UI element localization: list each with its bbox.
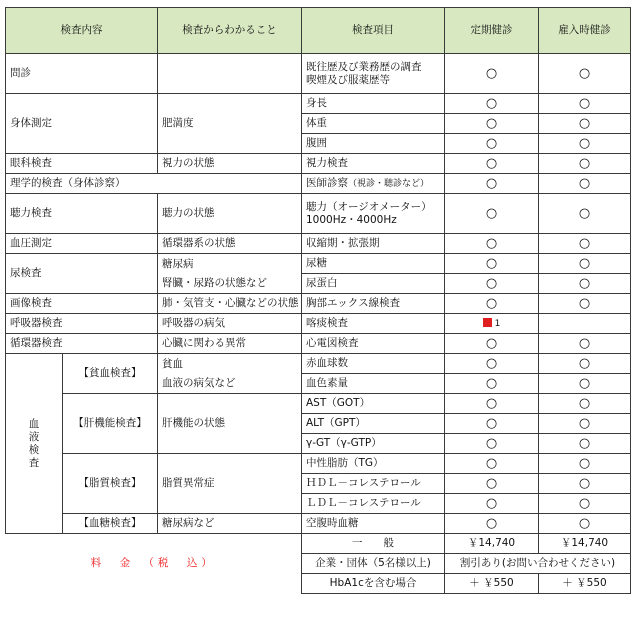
- exam-finding: 脂質異常症: [158, 454, 302, 514]
- mark-teiki: ○: [445, 394, 539, 414]
- exam-finding: 肝機能の状態: [158, 394, 302, 454]
- exam-item: [302, 194, 445, 234]
- exam-item: 中性脂肪（TG）: [302, 454, 445, 474]
- blood-subtest-name: 【血糖検査】: [63, 514, 158, 534]
- table-row: [6, 294, 631, 314]
- mark-teiki: ○: [445, 154, 539, 174]
- mark-teiki: ○: [445, 194, 539, 234]
- table-row: [6, 454, 631, 474]
- mark-yatoi: ○: [539, 54, 631, 94]
- mark-yatoi: ○: [539, 94, 631, 114]
- table-row: [6, 234, 631, 254]
- exam-item: ALT（GPT）: [302, 414, 445, 434]
- exam-finding: [158, 354, 302, 394]
- empty-cell: [539, 314, 631, 334]
- header-exam-items: 検査項目: [302, 8, 445, 54]
- price-hba1c-yatoi: ＋ ￥550: [539, 574, 631, 594]
- table-row: [6, 94, 631, 114]
- exam-name: 尿検査: [6, 254, 158, 294]
- exam-finding: 心臓に関わる異常: [158, 334, 302, 354]
- exam-name: 循環器検査: [6, 334, 158, 354]
- exam-item: 尿蛋白: [302, 274, 445, 294]
- exam-finding: [158, 54, 302, 94]
- mark-teiki: ○: [445, 494, 539, 514]
- mark-teiki: ○: [445, 454, 539, 474]
- mark-teiki: ○: [445, 174, 539, 194]
- exam-item-line: 聴力（オージオメーター）: [306, 200, 432, 213]
- exam-finding-line: 貧血: [162, 357, 183, 370]
- exam-finding: 糖尿病など: [158, 514, 302, 534]
- table-row: [6, 394, 631, 414]
- mark-yatoi: ○: [539, 174, 631, 194]
- table-row: [6, 314, 631, 334]
- exam-name: 呼吸器検査: [6, 314, 158, 334]
- exam-item: 血色素量: [302, 374, 445, 394]
- table-row: [6, 194, 631, 234]
- exam-name: 聴力検査: [6, 194, 158, 234]
- exam-finding: 循環器系の状態: [158, 234, 302, 254]
- mark-yatoi: ○: [539, 454, 631, 474]
- blood-label-char: 査: [28, 456, 40, 469]
- mark-yatoi: ○: [539, 474, 631, 494]
- exam-item-line: 既往歴及び業務歴の調査: [306, 60, 422, 73]
- exam-finding-line: 腎臓・尿路の状態など: [162, 276, 267, 289]
- price-general-label: 一 般: [302, 534, 445, 554]
- exam-item: 尿糖: [302, 254, 445, 274]
- exam-finding: 肺・気管支・心臓などの状態: [158, 294, 302, 314]
- exam-item: 腹囲: [302, 134, 445, 154]
- exam-item: ＨＤＬ－コレステロール: [302, 474, 445, 494]
- mark-yatoi: ○: [539, 354, 631, 374]
- mark-teiki: ○: [445, 474, 539, 494]
- price-hba1c-teiki: ＋ ￥550: [445, 574, 539, 594]
- table-row: [6, 54, 631, 94]
- blood-subtest-name: 【肝機能検査】: [63, 394, 158, 454]
- exam-item: 喀痰検査: [302, 314, 445, 334]
- mark-yatoi: ○: [539, 514, 631, 534]
- exam-finding: 呼吸器の病気: [158, 314, 302, 334]
- mark-yatoi: ○: [539, 294, 631, 314]
- exam-finding: 肥満度: [158, 94, 302, 154]
- exam-finding-line: 糖尿病: [162, 257, 194, 270]
- mark-yatoi: ○: [539, 434, 631, 454]
- blood-label-char: 血: [28, 417, 40, 430]
- mark-teiki: ○: [445, 514, 539, 534]
- exam-name: 理学的検査（身体診察）: [6, 174, 302, 194]
- price-hba1c-label: HbA1cを含む場合: [302, 574, 445, 594]
- exam-item: 空腹時血糖: [302, 514, 445, 534]
- exam-item-line: 喫煙及び服薬歴等: [306, 73, 390, 86]
- mark-teiki: ○: [445, 54, 539, 94]
- exam-finding-line: 血液の病気など: [162, 376, 236, 389]
- mark-teiki: ○: [445, 294, 539, 314]
- exam-item: 視力検査: [302, 154, 445, 174]
- footnote-number: 1: [494, 318, 501, 329]
- mark-yatoi: ○: [539, 334, 631, 354]
- mark-yatoi: ○: [539, 114, 631, 134]
- exam-name: 血圧測定: [6, 234, 158, 254]
- header-hiring-checkup: 雇入時健診: [539, 8, 631, 54]
- header-row: [6, 8, 631, 54]
- header-exam-content: 検査内容: [6, 8, 158, 54]
- exam-item: 胸部エックス線検査: [302, 294, 445, 314]
- exam-item-text: 医師診察: [306, 176, 348, 189]
- table-row: [6, 334, 631, 354]
- red-square-marker: [483, 318, 492, 327]
- mark-yatoi: ○: [539, 394, 631, 414]
- exam-finding: 視力の状態: [158, 154, 302, 174]
- mark-teiki: ○: [445, 254, 539, 274]
- mark-yatoi: ○: [539, 274, 631, 294]
- blood-test-label: [6, 354, 63, 534]
- mark-yatoi: ○: [539, 134, 631, 154]
- mark-yatoi: ○: [539, 154, 631, 174]
- mark-teiki: ○: [445, 274, 539, 294]
- blood-label-char: 液: [28, 430, 40, 443]
- exam-name: 問診: [6, 54, 158, 94]
- checkup-table: [5, 7, 631, 594]
- mark-teiki: ○: [445, 374, 539, 394]
- exam-item-line: 1000Hz・4000Hz: [306, 213, 397, 226]
- exam-item: ＬＤＬ－コレステロール: [302, 494, 445, 514]
- mark-yatoi: ○: [539, 254, 631, 274]
- sputum-note-cell: [445, 314, 539, 334]
- exam-item: 身長: [302, 94, 445, 114]
- mark-yatoi: ○: [539, 414, 631, 434]
- exam-item-note: （視診・聴診など）: [348, 178, 430, 189]
- mark-teiki: ○: [445, 354, 539, 374]
- blood-subtest-name: 【脂質検査】: [63, 454, 158, 514]
- exam-finding: [158, 254, 302, 294]
- mark-yatoi: ○: [539, 234, 631, 254]
- exam-name: 身体測定: [6, 94, 158, 154]
- price-label: 料 金 （税 込）: [6, 534, 302, 594]
- exam-item: 心電図検査: [302, 334, 445, 354]
- mark-yatoi: ○: [539, 494, 631, 514]
- exam-name: 眼科検査: [6, 154, 158, 174]
- table-row: [6, 174, 631, 194]
- exam-item: γ-GT（γ-GTP）: [302, 434, 445, 454]
- mark-teiki: ○: [445, 94, 539, 114]
- mark-teiki: ○: [445, 114, 539, 134]
- blood-label-char: 検: [28, 443, 40, 456]
- price-general-teiki: ￥14,740: [445, 534, 539, 554]
- header-findings: 検査からわかること: [158, 8, 302, 54]
- price-corp-value: 割引あり(お問い合わせください): [445, 554, 631, 574]
- mark-yatoi: ○: [539, 374, 631, 394]
- table-row: [6, 514, 631, 534]
- exam-name: 画像検査: [6, 294, 158, 314]
- exam-item: 体重: [302, 114, 445, 134]
- mark-yatoi: ○: [539, 194, 631, 234]
- exam-item: AST（GOT）: [302, 394, 445, 414]
- price-corp-label: 企業・団体（5名様以上): [302, 554, 445, 574]
- mark-teiki: ○: [445, 334, 539, 354]
- mark-teiki: ○: [445, 134, 539, 154]
- price-general-yatoi: ￥14,740: [539, 534, 631, 554]
- exam-item: [302, 54, 445, 94]
- table-row: [6, 254, 631, 274]
- exam-item: [302, 174, 445, 194]
- mark-teiki: ○: [445, 234, 539, 254]
- exam-item: 収縮期・拡張期: [302, 234, 445, 254]
- header-regular-checkup: 定期健診: [445, 8, 539, 54]
- price-row-general: [6, 534, 631, 554]
- table-row: [6, 354, 631, 374]
- mark-teiki: ○: [445, 434, 539, 454]
- exam-item: 赤血球数: [302, 354, 445, 374]
- exam-finding: 聴力の状態: [158, 194, 302, 234]
- blood-subtest-name: 【貧血検査】: [63, 354, 158, 394]
- mark-teiki: ○: [445, 414, 539, 434]
- table-row: [6, 154, 631, 174]
